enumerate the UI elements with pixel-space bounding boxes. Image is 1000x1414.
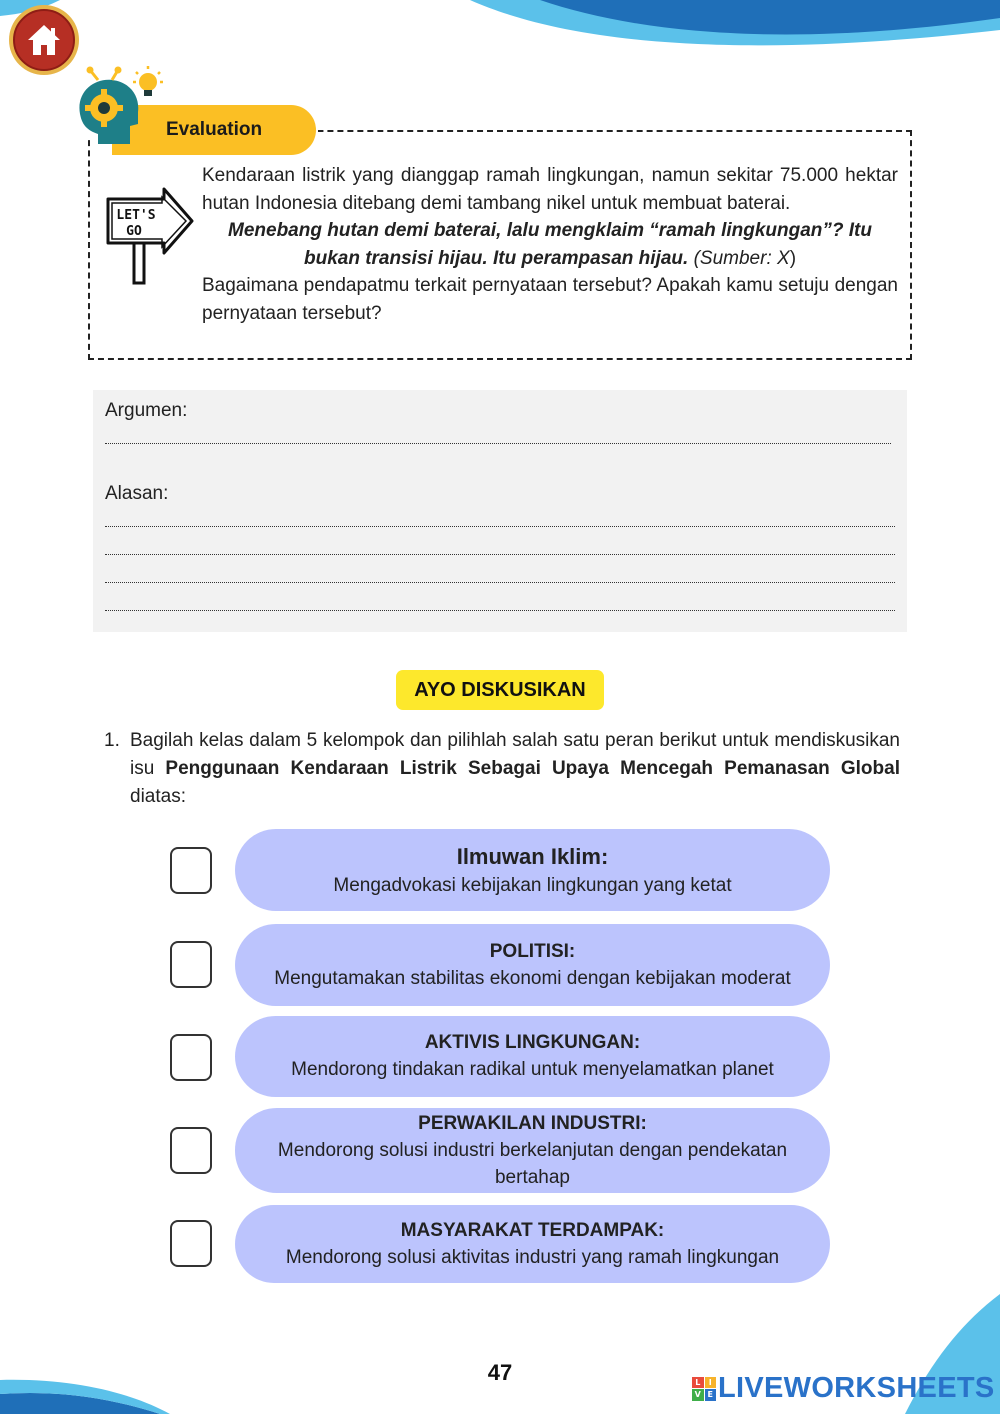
brand-name: LIVEWORKSHEETS <box>718 1372 995 1404</box>
role-option-ilmuwan <box>235 829 830 911</box>
top-wave-decoration <box>0 0 1000 70</box>
evaluation-quote <box>202 217 898 272</box>
alasan-label: Alasan: <box>105 483 169 504</box>
logo-letter: E <box>705 1389 717 1401</box>
role-option-masyarakat <box>235 1205 830 1283</box>
argumen-label: Argumen: <box>105 400 188 421</box>
lets-go-sign-icon <box>102 185 196 289</box>
logo-letter: L <box>692 1377 704 1389</box>
role-desc: Mengadvokasi kebijakan lingkungan yang ketat <box>333 874 732 896</box>
question-text-part: diatas: <box>130 786 186 807</box>
evaluation-label: Evaluation <box>112 105 316 155</box>
logo-letter: V <box>692 1389 704 1401</box>
alasan-input-line[interactable] <box>105 526 895 527</box>
logo-letter: I <box>705 1377 717 1389</box>
alasan-input-line[interactable] <box>105 582 895 583</box>
role-checkbox-ilmuwan[interactable] <box>170 847 212 894</box>
role-desc: Mendorong solusi aktivitas industri yang ramah lingkungan <box>285 1246 780 1268</box>
role-title: AKTIVIS LINGKUNGAN: <box>424 1032 641 1053</box>
section-title: AYO DISKUSIKAN <box>396 670 604 710</box>
role-option-aktivis <box>235 1016 830 1097</box>
role-title: POLITISI: <box>489 940 576 962</box>
question-number: 1. <box>104 730 120 751</box>
liveworksheets-logo-icon <box>692 1377 716 1401</box>
role-checkbox-masyarakat[interactable] <box>170 1220 212 1267</box>
quote-text: Menebang hutan demi baterai, lalu mengklaim “ramah lingkungan”? Itu bukan transisi hijau. Itu perampasan hijau. <box>228 220 872 269</box>
source-close: ) <box>789 247 797 269</box>
svg-text:LET'S: LET'S <box>116 208 156 223</box>
role-title: Ilmuwan Iklim: <box>456 843 609 869</box>
source-open: ( <box>688 247 700 269</box>
evaluation-source: Sumber: X <box>699 247 790 269</box>
argumen-input-line[interactable] <box>105 443 891 444</box>
role-checkbox-industri[interactable] <box>170 1127 212 1174</box>
evaluation-question: Bagaimana pendapatmu terkait pernyataan tersebut? Apakah kamu setuju dengan pernyataan tersebut? <box>202 275 898 324</box>
role-desc: Mendorong tindakan radikal untuk menyelamatkan planet <box>291 1059 774 1080</box>
role-desc: Mengutamakan stabilitas ekonomi dengan kebijakan moderat <box>274 967 791 989</box>
role-desc: Mendorong solusi industri berkelanjutan dengan pendekatan bertahap <box>277 1139 788 1188</box>
question-text-part: Bagilah kelas dalam 5 kelompok dan pilihlah salah satu peran berikut untuk mendiskusikan isu <box>130 730 900 779</box>
role-checkbox-politisi[interactable] <box>170 941 212 988</box>
role-title: MASYARAKAT TERDAMPAK: <box>400 1219 665 1241</box>
question-topic: Penggunaan Kendaraan Listrik Sebagai Upaya Mencegah Pemanasan Global <box>165 758 900 779</box>
alasan-input-line[interactable] <box>105 554 895 555</box>
question-text <box>130 727 900 811</box>
evaluation-paragraph: Kendaraan listrik yang dianggap ramah lingkungan, namun sekitar 75.000 hektar hutan Indonesia ditebang demi tambang nikel untuk membuat baterai. <box>202 165 898 214</box>
head-gear-idea-icon <box>68 64 172 160</box>
home-icon <box>26 23 62 57</box>
role-option-politisi <box>235 924 830 1006</box>
answer-area <box>93 390 907 632</box>
svg-text:GO: GO <box>126 224 142 239</box>
role-title: PERWAKILAN INDUSTRI: <box>418 1112 647 1134</box>
evaluation-text <box>202 162 898 328</box>
role-option-industri <box>235 1108 830 1193</box>
liveworksheets-logo[interactable] <box>692 1372 995 1405</box>
page-number: 47 <box>487 1360 513 1385</box>
role-checkbox-aktivis[interactable] <box>170 1034 212 1081</box>
alasan-input-line[interactable] <box>105 610 895 611</box>
